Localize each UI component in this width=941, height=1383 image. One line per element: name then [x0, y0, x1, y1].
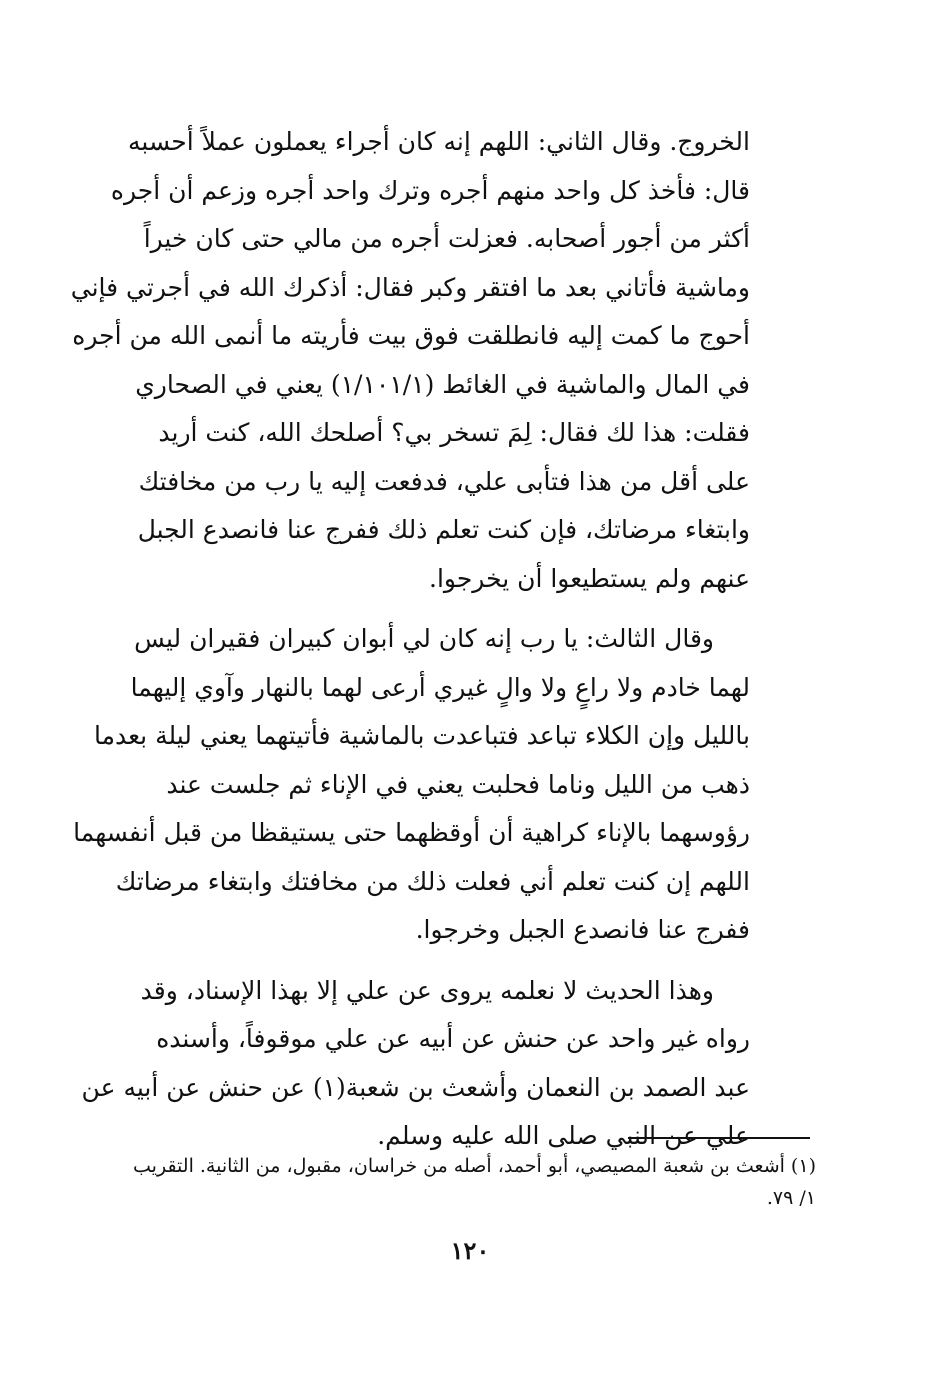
text-line: قال: فأخذ كل واحد منهم أجره وترك واحد أجره وزعم أن أجره	[110, 175, 750, 205]
text-line: وابتغاء مرضاتك، فإن كنت تعلم ذلك ففرج عنا فانصدع الجبل	[137, 515, 750, 544]
text-line: لهما خادم ولا راعٍ ولا والٍ غيري أرعى لهما بالنهار وآوي إليهما	[130, 672, 750, 702]
text-line: الخروج. وقال الثاني: اللهم إنه كان أجراء يعملون عملاً أحسبه	[128, 127, 750, 156]
paragraph-2	[73, 615, 750, 955]
text-line: وماشية فأتاني بعد ما افتقر وكبر فقال: أذكرك الله في أجرتي فإني	[70, 272, 750, 302]
text-line: اللهم إن كنت تعلم أني فعلت ذلك من مخافتك وابتغاء مرضاتك	[115, 866, 750, 896]
footnote-line: ١/ ٧٩.	[766, 1187, 816, 1209]
footnotes	[118, 1150, 816, 1214]
footnote-divider	[628, 1137, 810, 1139]
text-line: رؤوسهما بالإناء كراهية أن أوقظهما حتى يستيقظا من قبل أنفسهما	[73, 818, 750, 847]
paragraph-3	[81, 967, 750, 1161]
text-line: على أقل من هذا فتأبى علي، فدفعت إليه يا رب من مخافتك	[138, 466, 750, 496]
text-line: عنهم ولم يستطيعوا أن يخرجوا.	[429, 563, 750, 593]
text-line: عبد الصمد بن النعمان وأشعث بن شعبة(١) عن حنش عن أبيه عن	[81, 1072, 750, 1102]
paragraph-gap	[118, 603, 750, 615]
text-line: فقلت: هذا لك فقال: لِمَ تسخر بي؟ أصلحك الله، كنت أريد	[158, 418, 750, 447]
paragraph-gap	[118, 955, 750, 967]
text-line: رواه غير واحد عن حنش عن أبيه عن علي موقوفاً، وأسنده	[156, 1024, 750, 1053]
text-line: بالليل وإن الكلاء تباعد فتباعدت بالماشية فأتيتهما يعني ليلة بعدما	[93, 721, 750, 750]
text-line: ففرج عنا فانصدع الجبل وخرجوا.	[415, 915, 750, 944]
text-line: أكثر من أجور أصحابه. فعزلت أجره من مالي حتى كان خيراً	[143, 224, 750, 253]
text-line: ذهب من الليل وناما فحلبت يعني في الإناء ثم جلست عند	[166, 769, 750, 799]
paragraph-1	[70, 118, 750, 603]
footnote-line: (١) أشعث بن شعبة المصيصي، أبو أحمد، أصله من خراسان، مقبول، من الثانية. التقريب	[133, 1155, 816, 1177]
text-line: علي عن النبي صلى الله عليه وسلم.	[377, 1121, 750, 1150]
text-line: أحوج ما كمت إليه فانطلقت فوق بيت فأريته ما أنمى الله من أجره	[72, 321, 750, 350]
text-line: وقال الثالث: يا رب إنه كان لي أبوان كبيران فقيران ليس	[134, 624, 714, 653]
text-line: وهذا الحديث لا نعلمه يروى عن علي إلا بهذا الإسناد، وقد	[140, 975, 714, 1005]
page-number: ١٢٠	[450, 1236, 490, 1265]
text-line: في المال والماشية في الغائط (١/١٠١/١) يعني في الصحاري	[135, 369, 750, 399]
main-text	[70, 118, 750, 1161]
